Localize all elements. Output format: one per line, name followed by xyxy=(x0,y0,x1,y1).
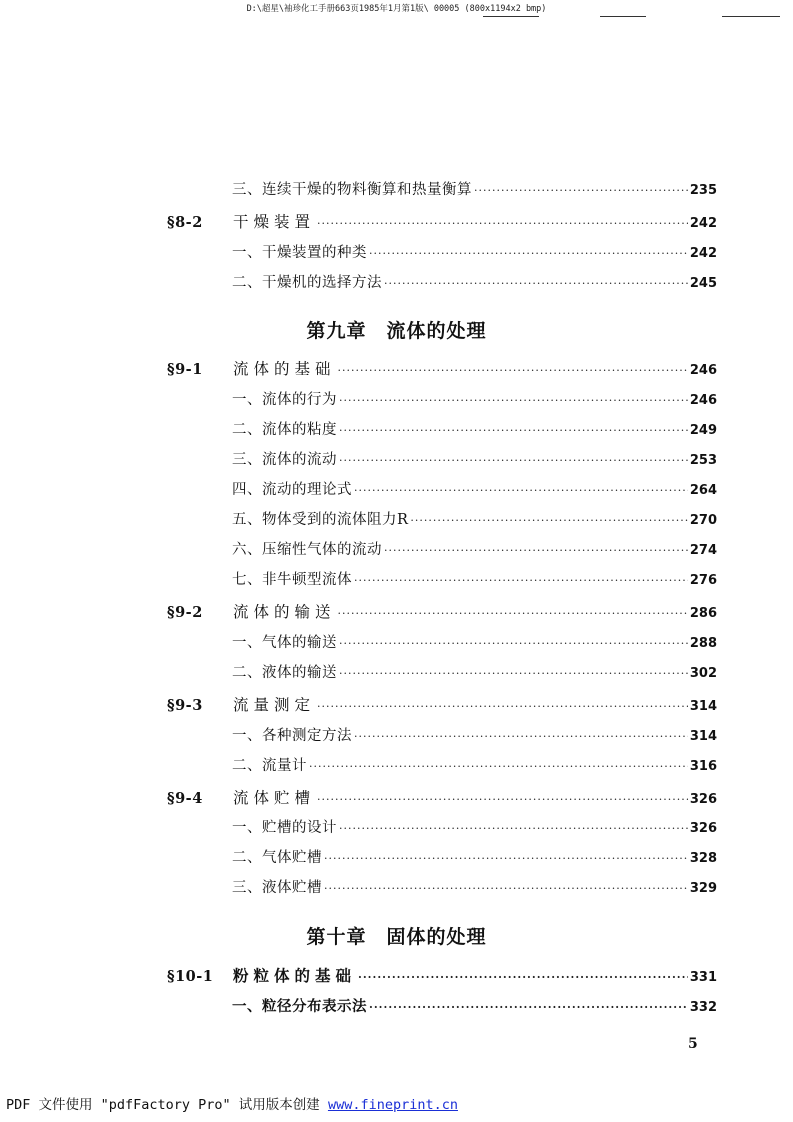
page-number: 5 xyxy=(688,1036,698,1052)
entry-title: 四、流动的理论式 xyxy=(232,482,352,498)
section-number: §9-2 xyxy=(167,604,203,621)
dot-leader xyxy=(338,364,688,378)
toc-item-row[interactable] xyxy=(232,541,717,560)
entry-page-number: 286 xyxy=(689,606,717,621)
entry-title: 一、各种测定方法 xyxy=(232,728,352,744)
toc-item-row[interactable] xyxy=(232,879,717,898)
toc-section-row[interactable] xyxy=(167,967,717,987)
section-number: §9-4 xyxy=(167,790,203,807)
dot-leader xyxy=(369,247,688,261)
entry-title: 干燥装置 xyxy=(233,213,316,231)
dot-leader xyxy=(358,971,688,985)
toc-item-row[interactable] xyxy=(232,451,717,470)
entry-page-number: 276 xyxy=(689,573,717,588)
footer-text: PDF 文件使用 "pdfFactory Pro" 试用版本创建 xyxy=(6,1097,328,1113)
entry-page-number: 288 xyxy=(689,636,717,651)
entry-title: 一、粒径分布表示法 xyxy=(232,998,367,1015)
toc-item-row[interactable] xyxy=(232,849,717,868)
footer-link[interactable]: www.fineprint.cn xyxy=(327,1097,458,1113)
entry-title: 流体的输送 xyxy=(233,603,336,621)
entry-title: 三、连续干燥的物料衡算和热量衡算 xyxy=(232,182,472,198)
toc-item-row[interactable] xyxy=(232,511,717,530)
dot-leader xyxy=(339,637,688,651)
entry-title: 一、贮槽的设计 xyxy=(232,820,337,836)
entry-title: 七、非牛顿型流体 xyxy=(232,572,352,588)
chapter-heading: 第九章 流体的处理 xyxy=(306,320,487,342)
entry-title: 一、流体的行为 xyxy=(232,392,337,408)
toc-section-row[interactable] xyxy=(167,696,717,716)
entry-title: 三、液体贮槽 xyxy=(232,880,322,896)
dot-leader xyxy=(317,793,688,807)
toc-item-row[interactable] xyxy=(232,634,717,653)
entry-page-number: 264 xyxy=(689,483,717,498)
dot-leader xyxy=(317,700,688,714)
toc-item-row[interactable] xyxy=(232,421,717,440)
entry-title: 二、流量计 xyxy=(232,758,307,774)
toc-section-row[interactable] xyxy=(167,360,717,380)
entry-page-number: 331 xyxy=(689,970,717,985)
toc-section-row[interactable] xyxy=(167,789,717,809)
entry-page-number: 314 xyxy=(689,729,717,744)
toc-item-row[interactable] xyxy=(232,181,717,200)
dot-leader xyxy=(339,667,688,681)
entry-page-number: 314 xyxy=(689,699,717,714)
toc-item-row[interactable] xyxy=(232,664,717,683)
entry-page-number: 245 xyxy=(689,276,717,291)
entry-title: 三、流体的流动 xyxy=(232,452,337,468)
entry-page-number: 326 xyxy=(689,821,717,836)
entry-title: 流体的基础 xyxy=(233,360,336,378)
dot-leader xyxy=(369,1001,688,1015)
entry-title: 粉粒体的基础 xyxy=(233,966,357,985)
entry-title: 一、干燥装置的种类 xyxy=(232,245,367,261)
entry-page-number: 249 xyxy=(689,423,717,438)
dot-leader xyxy=(384,544,688,558)
entry-page-number: 270 xyxy=(689,513,717,528)
dot-leader xyxy=(384,277,688,291)
dot-leader xyxy=(324,852,688,866)
entry-page-number: 242 xyxy=(689,216,717,231)
entry-page-number: 246 xyxy=(689,363,717,378)
entry-title: 二、液体的输送 xyxy=(232,665,337,681)
footer xyxy=(6,1093,458,1113)
dot-leader xyxy=(309,760,688,774)
toc-item-row[interactable] xyxy=(232,571,717,590)
entry-title: 二、气体贮槽 xyxy=(232,850,322,866)
entry-title: 二、流体的粘度 xyxy=(232,422,337,438)
dot-leader xyxy=(339,424,688,438)
chapter-heading: 第十章 固体的处理 xyxy=(306,926,487,948)
entry-page-number: 274 xyxy=(689,543,717,558)
entry-page-number: 246 xyxy=(689,393,717,408)
toc-item-row[interactable] xyxy=(232,391,717,410)
dot-leader xyxy=(474,184,688,198)
entry-title: 流体贮槽 xyxy=(233,789,316,807)
entry-title: 六、压缩性气体的流动 xyxy=(232,542,382,558)
entry-title: 五、物体受到的流体阻力R xyxy=(232,512,409,528)
section-number: §8-2 xyxy=(167,214,203,231)
toc-item-row[interactable] xyxy=(232,244,717,263)
toc-item-row[interactable] xyxy=(232,727,717,746)
dot-leader xyxy=(339,822,688,836)
section-number: §10-1 xyxy=(167,968,214,985)
entry-page-number: 329 xyxy=(689,881,717,896)
dot-leader xyxy=(339,454,688,468)
dot-leader xyxy=(354,574,688,588)
dot-leader xyxy=(324,882,688,896)
entry-page-number: 332 xyxy=(689,1000,717,1015)
dot-leader xyxy=(339,394,688,408)
dot-leader xyxy=(317,217,688,231)
dot-leader xyxy=(354,484,688,498)
toc-item-row[interactable] xyxy=(232,274,717,293)
dot-leader xyxy=(410,514,687,528)
dot-leader xyxy=(338,607,688,621)
toc-item-row[interactable] xyxy=(232,819,717,838)
section-number: §9-3 xyxy=(167,697,203,714)
entry-page-number: 242 xyxy=(689,246,717,261)
entry-page-number: 235 xyxy=(689,183,717,198)
entry-title: 一、气体的输送 xyxy=(232,635,337,651)
toc-section-row[interactable] xyxy=(167,603,717,623)
entry-page-number: 253 xyxy=(689,453,717,468)
entry-page-number: 328 xyxy=(689,851,717,866)
dot-leader xyxy=(354,730,688,744)
entry-page-number: 316 xyxy=(689,759,717,774)
scan-path-header: D:\超星\袖珍化工手册663页1985年1月第1版\ 00005 (800x1194x2 bmp) xyxy=(246,4,547,14)
entry-title: 流量测定 xyxy=(233,696,316,714)
entry-page-number: 302 xyxy=(689,666,717,681)
toc-item-row[interactable] xyxy=(232,757,717,776)
entry-title: 二、干燥机的选择方法 xyxy=(232,275,382,291)
entry-page-number: 326 xyxy=(689,792,717,807)
toc-section-row[interactable] xyxy=(167,213,717,233)
toc-item-row[interactable] xyxy=(232,481,717,500)
section-number: §9-1 xyxy=(167,361,203,378)
toc-item-row[interactable] xyxy=(232,998,717,1017)
